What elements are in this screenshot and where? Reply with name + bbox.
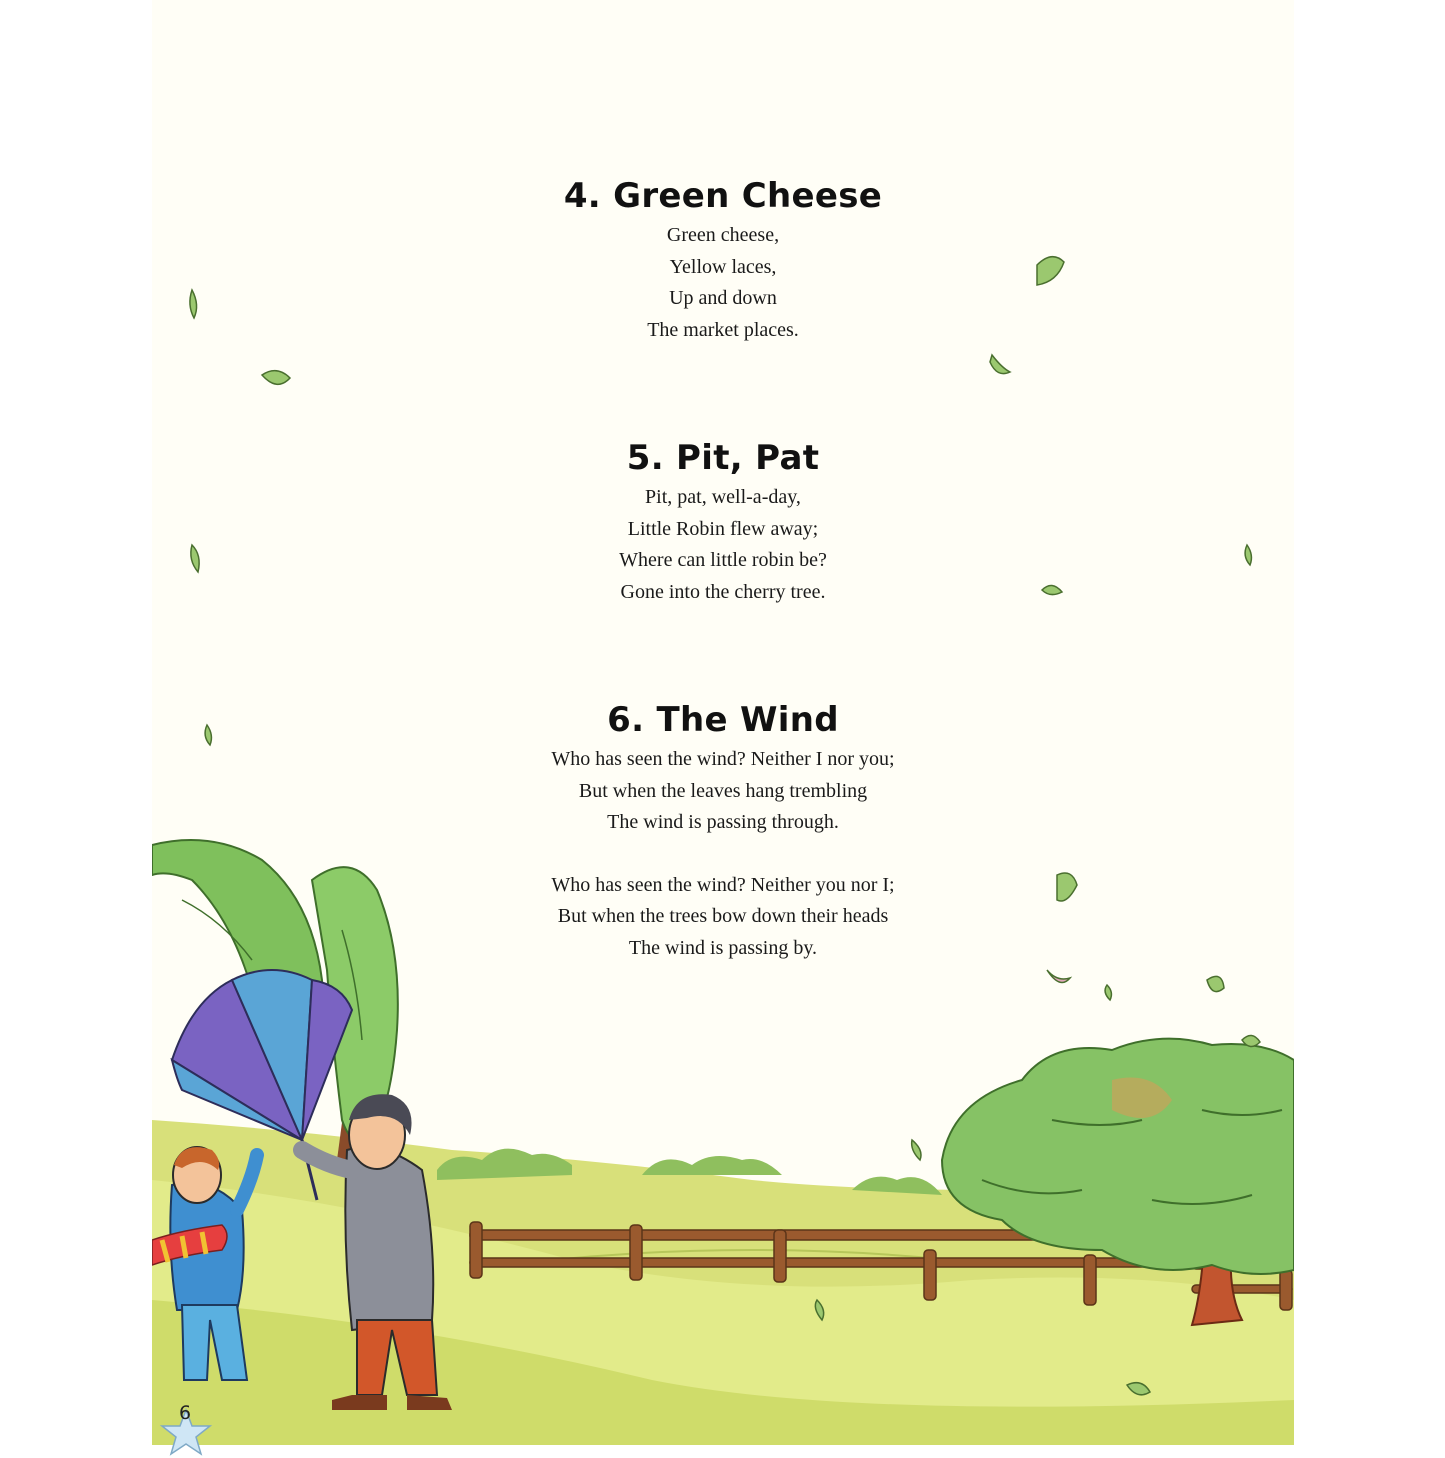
poem-line: But when the leaves hang trembling xyxy=(578,779,868,802)
poem-line: Little Robin flew away; xyxy=(627,517,819,540)
poem-line: Who has seen the wind? Neither I nor you; xyxy=(551,748,895,770)
poem-line: Yellow laces, xyxy=(669,255,777,278)
poem-green-cheese xyxy=(152,176,1294,346)
poem-title: 5. Pit, Pat xyxy=(626,438,820,478)
book-page xyxy=(152,0,1294,1445)
poem-line: The market places. xyxy=(647,318,799,341)
poem-line: Green cheese, xyxy=(666,224,780,246)
poem-line: Up and down xyxy=(669,287,777,309)
poem-line: Where can little robin be? xyxy=(619,549,827,571)
poem-line: The wind is passing through. xyxy=(607,811,839,833)
poems-container xyxy=(152,0,1294,1445)
poem-pit-pat xyxy=(152,438,1294,608)
poem-line: Gone into the cherry tree. xyxy=(620,580,826,603)
poem-line: The wind is passing by. xyxy=(628,936,818,959)
poem-line: But when the trees bow down their heads xyxy=(557,905,889,927)
stanza-gap xyxy=(152,839,1294,870)
poem-line: Pit, pat, well-a-day, xyxy=(645,486,801,508)
poem-title: 6. The Wind xyxy=(607,700,839,740)
page-number: 6 xyxy=(178,1402,192,1424)
poem-the-wind xyxy=(152,700,1294,964)
poem-title: 4. Green Cheese xyxy=(563,176,883,216)
poem-line: Who has seen the wind? Neither you nor I; xyxy=(551,873,895,896)
